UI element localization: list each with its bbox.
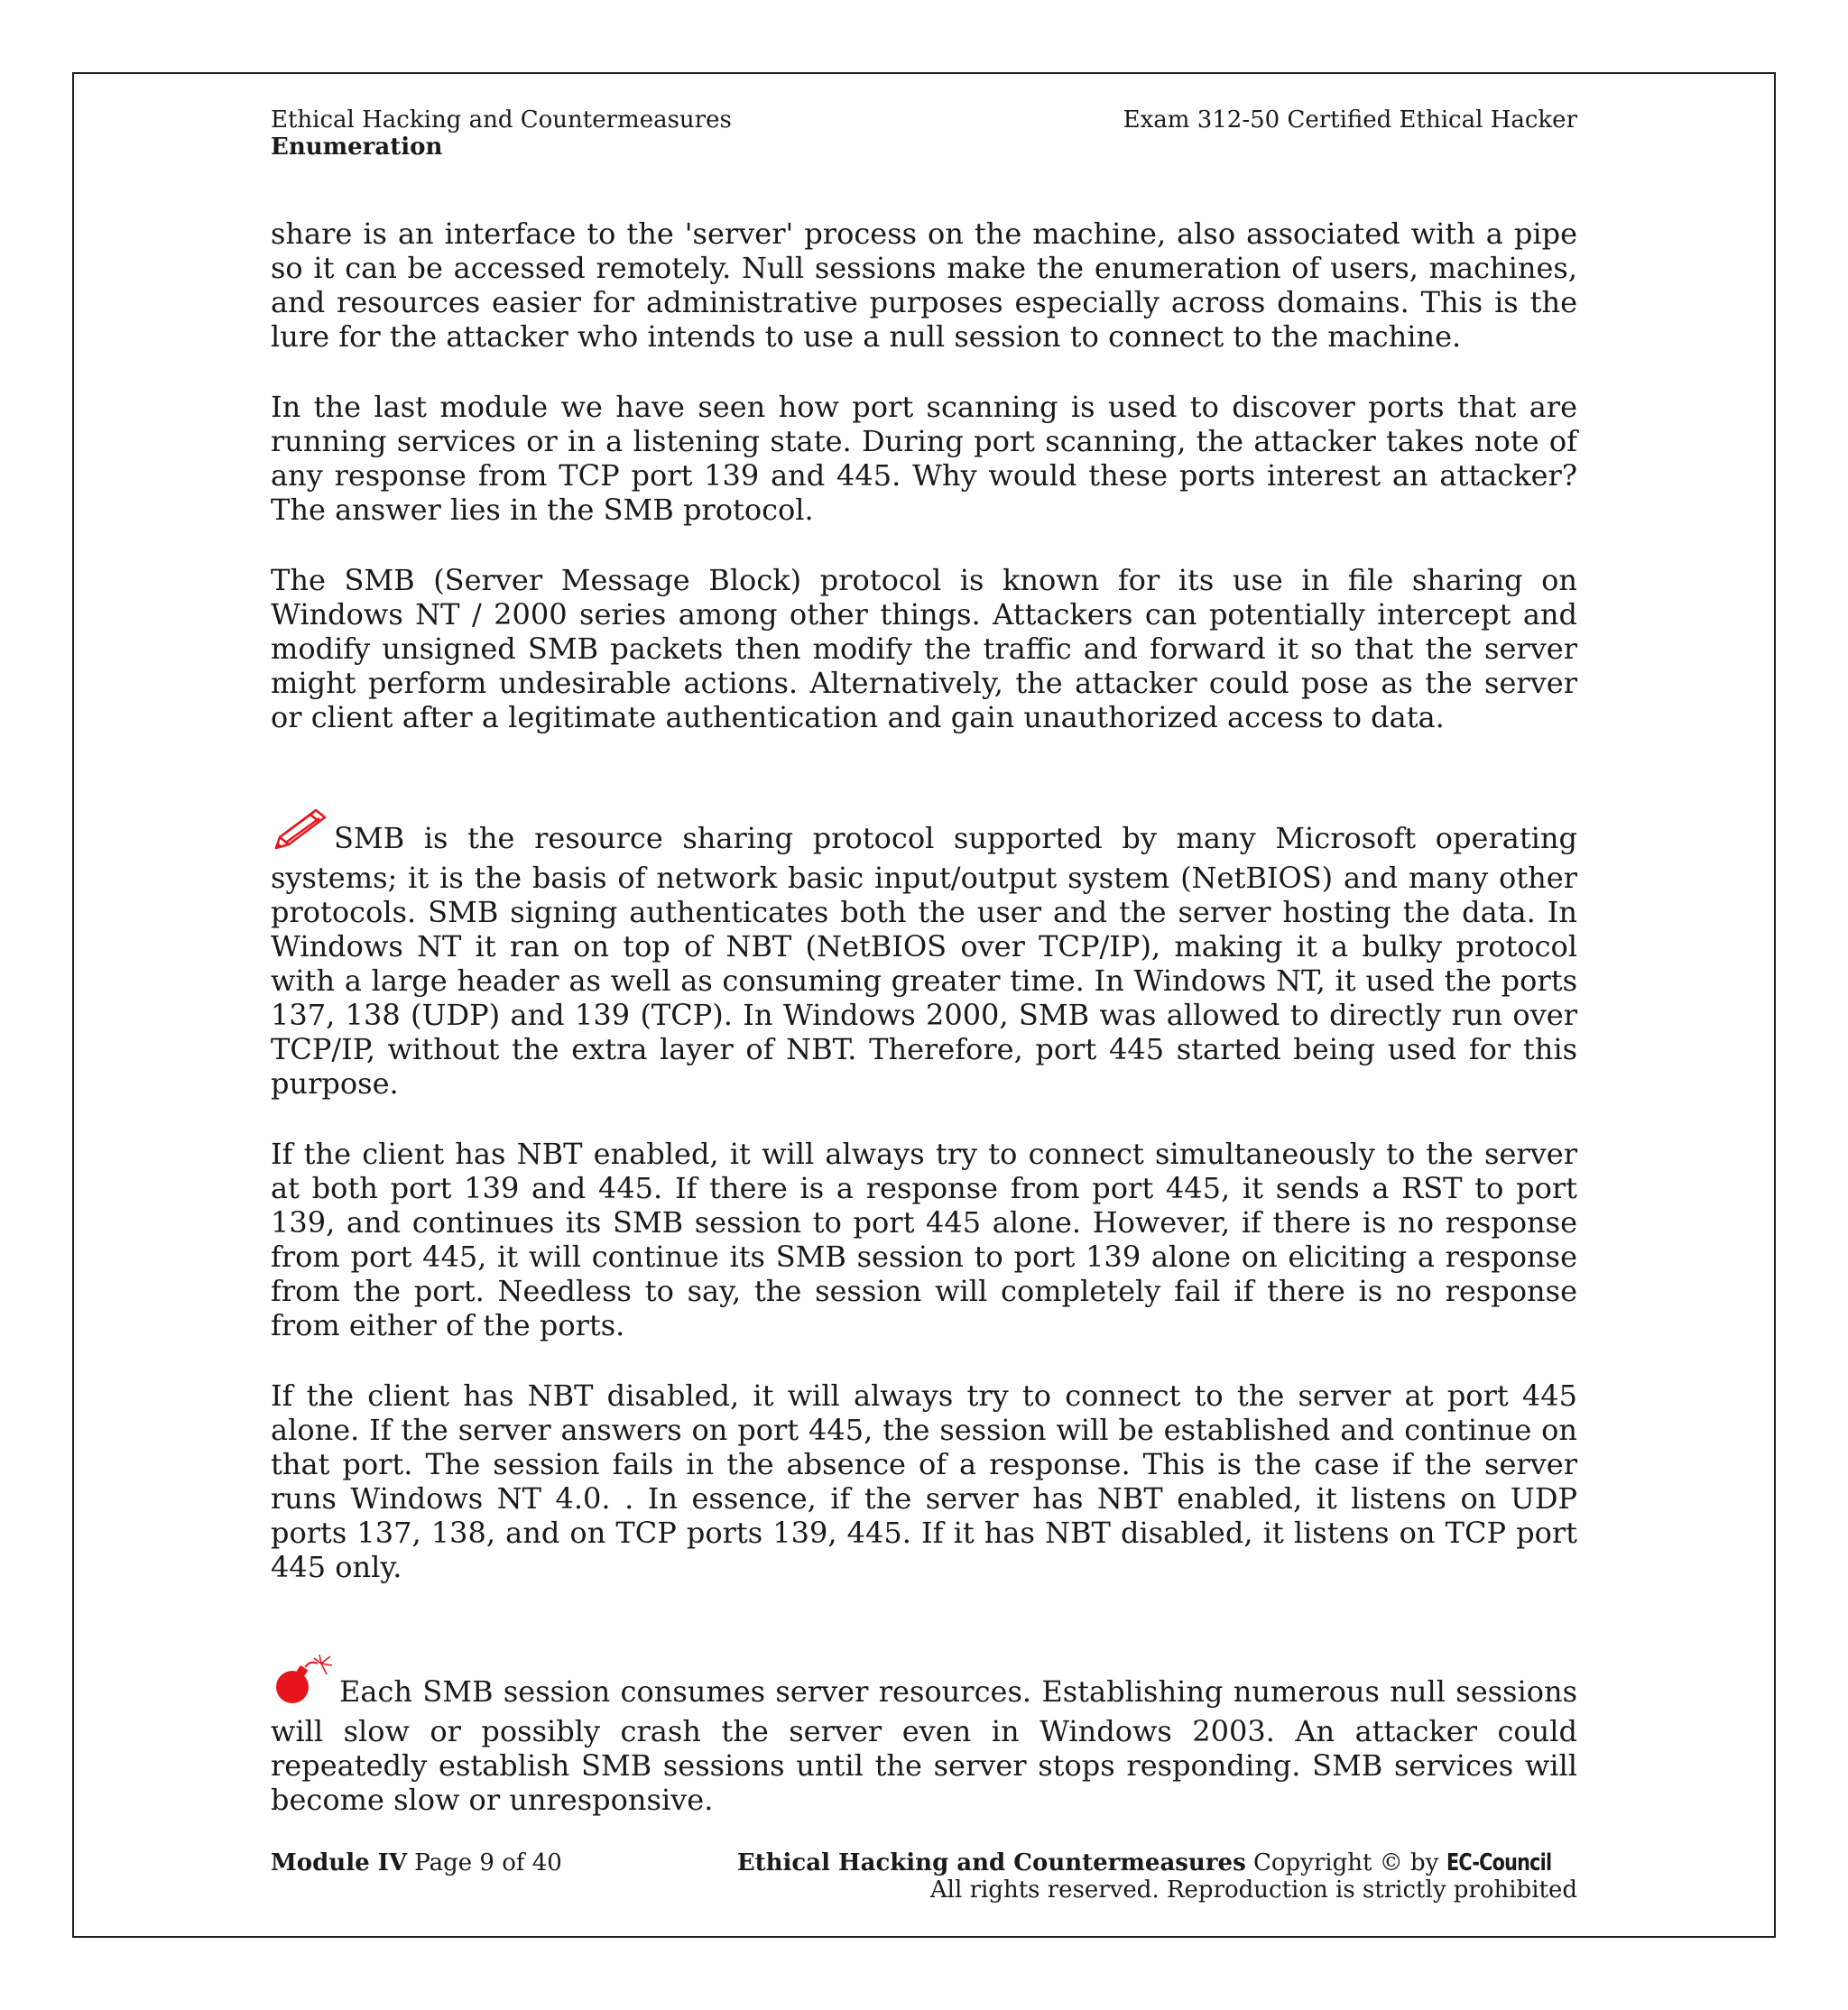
module-label: Module IV [271, 1849, 408, 1876]
module-title: Enumeration [271, 134, 443, 161]
ec-council-logo: EC-Council [1446, 1849, 1551, 1876]
page-number: Page 9 of 40 [414, 1849, 562, 1876]
page-footer [271, 1849, 1577, 1904]
body-paragraph-3: The SMB (Server Message Block) protocol is known for its use in file sharing on Windows NT / 2000 series among other things. Attackers can potentially intercept and modify unsigned SMB packets then modify the traffic and forward it so that the server might perform undesirable actions. Alternatively, the attacker could pose as the server or client after a legitimate authentication and gain unauthorized access to data. [271, 563, 1577, 734]
page-body [271, 217, 1577, 1853]
body-paragraph-5: If the client has NBT disabled, it will always try to connect to the server at port 445 alone. If the server answers on port 445, the session will be established and continue on that port. The session fails in the absence of a response. This is the case if the server runs Windows NT 4.0. . In essence, if the server has NBT enabled, it listens on UDP ports 137, 138, and on TCP ports 139, 445. If it has NBT disabled, it listens on TCP port 445 only. [271, 1378, 1577, 1584]
footer-course-title: Ethical Hacking and Countermeasures [736, 1849, 1246, 1876]
exam-title: Exam 312-50 Certified Ethical Hacker [1123, 106, 1577, 134]
body-paragraph-2: In the last module we have seen how port scanning is used to discover ports that are running services or in a listening state. During port scanning, the attacker takes note of any response from TCP port 139 and 445. Why would these ports interest an attacker? The answer lies in the SMB protocol. [271, 390, 1577, 527]
bomb-icon [271, 1655, 336, 1714]
rights-notice: All rights reserved. Reproduction is strictly prohibited [929, 1876, 1577, 1904]
note-paragraph [271, 805, 1577, 1101]
pencil-icon [271, 805, 330, 861]
note-text: SMB is the resource sharing protocol supported by many Microsoft operating systems; it is the basis of network basic input/output system (NetBIOS) and many other protocols. SMB signing authenticates both the user and the server hosting the data. In Windows NT it ran on top of NBT (NetBIOS over TCP/IP), making it a bulky protocol with a large header as well as consuming greater time. In Windows NT, it used the ports 137, 138 (UDP) and 139 (TCP). In Windows 2000, SMB was allowed to directly run over TCP/IP, without the extra layer of NBT. Therefore, port 445 started being used for this purpose. [271, 821, 1577, 1101]
warning-paragraph [271, 1655, 1577, 1817]
warning-text: Each SMB session consumes server resources. Establishing numerous null sessions will slow or possibly crash the server even in Windows 2003. An attacker could repeatedly establish SMB sessions until the server stops responding. SMB services will become slow or unresponsive. [271, 1674, 1577, 1817]
copyright-text: Copyright © by [1252, 1849, 1439, 1876]
page-header [271, 106, 1577, 161]
body-paragraph-1: share is an interface to the 'server' process on the machine, also associated with a pipe so it can be accessed remotely. Null sessions make the enumeration of users, machines, and resources easier for administrative purposes especially across domains. This is the lure for the attacker who intends to use a null session to connect to the machine. [271, 217, 1577, 354]
course-title: Ethical Hacking and Countermeasures [271, 106, 732, 134]
body-paragraph-4: If the client has NBT enabled, it will always try to connect simultaneously to the server at both port 139 and 445. If there is a response from port 445, it sends a RST to port 139, and continues its SMB session to port 445 alone. However, if there is no response from port 445, it will continue its SMB session to port 139 alone on eliciting a response from the port. Needless to say, the session will completely fail if there is no response from either of the ports. [271, 1137, 1577, 1342]
